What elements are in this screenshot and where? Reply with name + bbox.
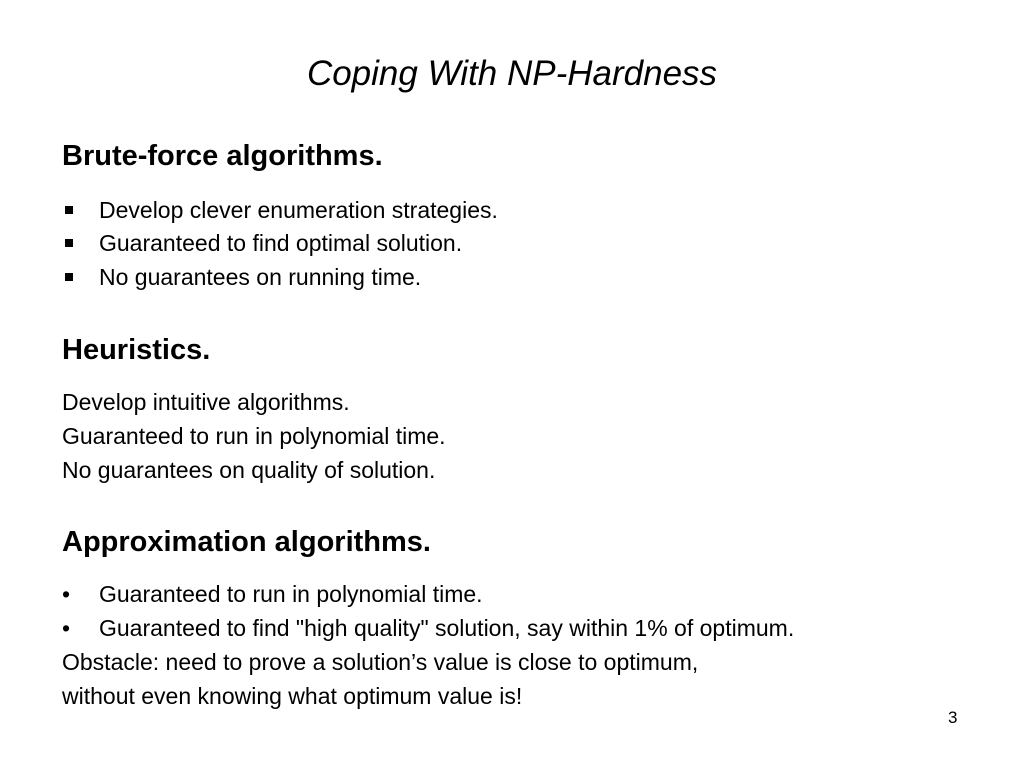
square-bullet-icon [65,273,73,281]
body-line: Obstacle: need to prove a solution’s value is close to optimum, [62,649,699,675]
section-heading-brute-force: Brute-force algorithms. [62,140,383,172]
slide-title: Coping With NP-Hardness [306,54,718,93]
list-item-text: Guaranteed to find optimal solution. [99,230,463,256]
list-item-text: No guarantees on running time. [99,264,422,290]
list-item-text: Guaranteed to find "high quality" solution, say within 1% of optimum. [99,615,795,641]
list-item-text: Develop clever enumeration strategies. [99,197,498,223]
bullet-dot-icon: • [62,615,71,641]
square-bullet-icon [65,206,73,214]
body-line: No guarantees on quality of solution. [62,457,436,483]
square-bullet-icon [65,239,73,247]
body-line: Develop intuitive algorithms. [62,389,350,415]
section-heading-approximation: Approximation algorithms. [62,526,431,558]
bullet-dot-icon: • [62,581,71,607]
page-number: 3 [948,708,958,727]
section-heading-heuristics: Heuristics. [62,334,211,366]
list-item-text: Guaranteed to run in polynomial time. [99,581,483,607]
body-line: without even knowing what optimum value is! [62,683,523,709]
body-line: Guaranteed to run in polynomial time. [62,423,446,449]
